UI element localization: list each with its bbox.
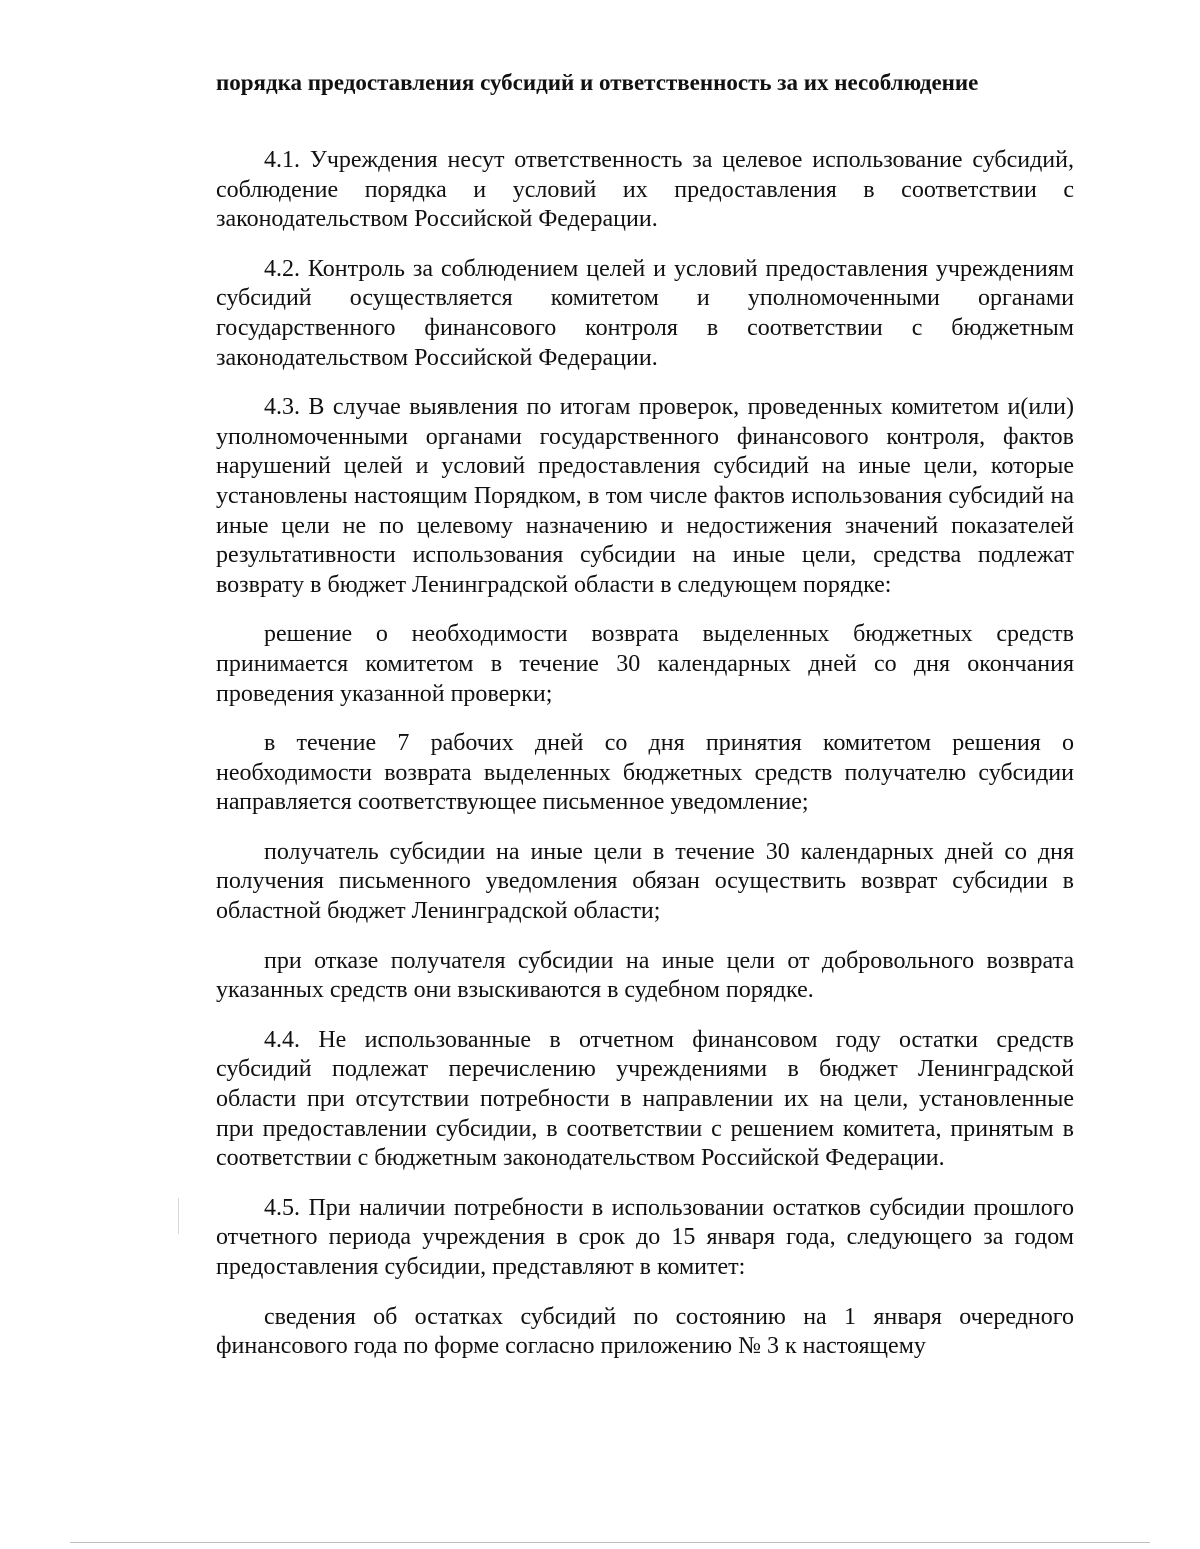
paragraph-return-decision: решение о необходимости возврата выделенных бюджетных средств принимается комитетом в течение 30 календарных дней со дня окончания проведения указанной проверки; [216, 621, 1074, 707]
paragraph-4-3: 4.3. В случае выявления по итогам проверок, проведенных комитетом и(или) уполномоченными органами государственного финансового контроля, фактов нарушений целей и условий предоставления субсидий на иные цели, которые установлены настоящим Порядком, в том числе фактов использования субсидий на иные цели не по целевому назначению и недостижения значений показателей результативности использования субсидии на иные цели, средства подлежат возврату в бюджет Ленинградской области в следующем порядке: [216, 394, 1074, 598]
scan-margin-mark [178, 1198, 179, 1234]
paragraph-4-4: 4.4. Не использованные в отчетном финансовом году остатки средств субсидий подлежат перечислению учреждениями в бюджет Ленинградской области при отсутствии потребности в направлении их на цели, установленные при предоставлении субсидии, в соответствии с решением комитета, принятым в соответствии с бюджетным законодательством Российской Федерации. [216, 1026, 1074, 1172]
section-heading: порядка предоставления субсидий и ответственность за их несоблюдение [216, 70, 979, 95]
paragraph-court-recovery: при отказе получателя субсидии на иные цели от добровольного возврата указанных средств они взыскиваются в судебном порядке. [216, 947, 1074, 1004]
paragraph-4-2: 4.2. Контроль за соблюдением целей и условий предоставления учреждениям субсидий осуществляется комитетом и уполномоченными органами государственного финансового контроля в соответствии с бюджетным законодательством Российской Федерации. [216, 255, 1074, 371]
paragraph-4-5: 4.5. При наличии потребности в использовании остатков субсидии прошлого отчетного периода учреждения в срок до 15 января года, следующего за годом предоставления субсидии, представляют в комитет: [216, 1194, 1074, 1280]
paragraph-notification: в течение 7 рабочих дней со дня принятия комитетом решения о необходимости возврата выделенных бюджетных средств получателю субсидии направляется соответствующее письменное уведомление; [216, 730, 1074, 816]
paragraph-4-1: 4.1. Учреждения несут ответственность за целевое использование субсидий, соблюдение порядка и условий их предоставления в соответствии с законодательством Российской Федерации. [216, 147, 1074, 233]
scan-bottom-edge [70, 1542, 1150, 1543]
paragraph-remainder-info: сведения об остатках субсидий по состоянию на 1 января очередного финансового года по форме согласно приложению № 3 к настоящему [216, 1303, 1074, 1360]
document-body [216, 146, 1074, 1362]
paragraph-recipient-return: получатель субсидии на иные цели в течение 30 календарных дней со дня получения письменного уведомления обязан осуществить возврат субсидии в областной бюджет Ленинградской области; [216, 838, 1074, 925]
